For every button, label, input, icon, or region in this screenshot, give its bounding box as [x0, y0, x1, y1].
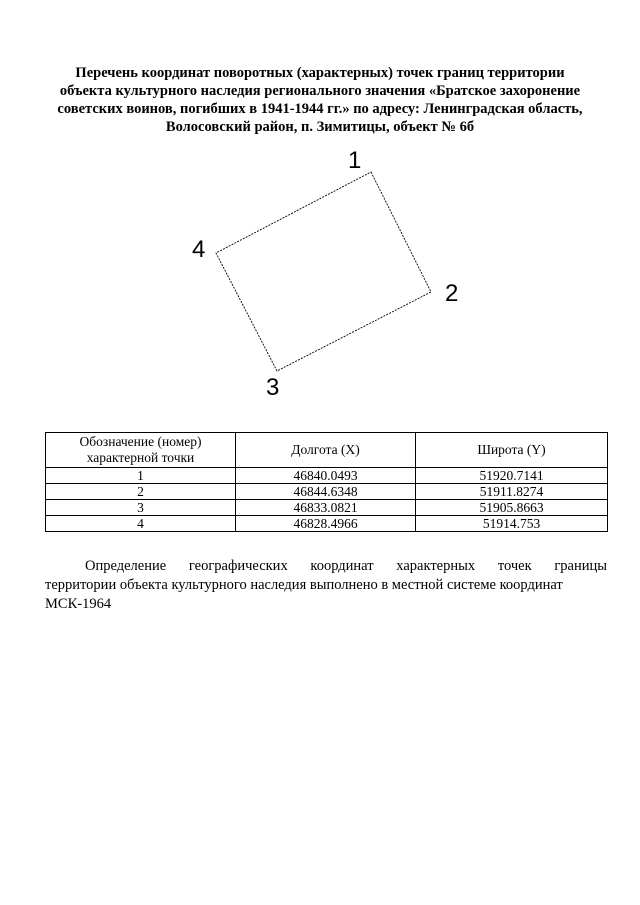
title-line: Перечень координат поворотных (характерных) точек границ территории — [75, 65, 565, 81]
table-row — [46, 500, 608, 516]
title-line: советских воинов, погибших в 1941-1944 гг.» по адресу: Ленинградская область, — [57, 101, 583, 117]
note-line: территории объекта культурного наследия выполнено в местной системе координат — [45, 577, 563, 593]
header-longitude: Долгота (X) — [236, 433, 416, 468]
title-line: Волосовский район, п. Зимитицы, объект № 6б — [165, 119, 475, 135]
header-latitude: Широта (Y) — [416, 433, 608, 468]
longitude-value: 46833.0821 — [236, 500, 416, 516]
latitude-value: 51914.753 — [416, 516, 608, 532]
point-label-2: 2 — [445, 280, 459, 307]
header-point: Обозначение (номер) характерной точки — [46, 433, 236, 468]
longitude-value: 46828.4966 — [236, 516, 416, 532]
table-row — [46, 516, 608, 532]
point-number: 4 — [46, 516, 236, 532]
table-row — [46, 484, 608, 500]
note-line: Определение географических координат характерных точек границы — [85, 558, 607, 574]
coordinates-table — [45, 432, 608, 532]
latitude-value: 51911.8274 — [416, 484, 608, 500]
point-label-4: 4 — [192, 236, 206, 263]
boundary-polygon — [216, 172, 431, 371]
point-number: 3 — [46, 500, 236, 516]
table-row — [46, 468, 608, 484]
point-number: 1 — [46, 468, 236, 484]
table-header-row — [46, 433, 608, 468]
latitude-value: 51905.8663 — [416, 500, 608, 516]
point-label-1: 1 — [348, 147, 362, 174]
point-number: 2 — [46, 484, 236, 500]
latitude-value: 51920.7141 — [416, 468, 608, 484]
note-line: МСК-1964 — [45, 596, 112, 612]
longitude-value: 46840.0493 — [236, 468, 416, 484]
boundary-diagram — [0, 0, 640, 420]
longitude-value: 46844.6348 — [236, 484, 416, 500]
point-label-3: 3 — [266, 374, 280, 401]
coordinate-system-note — [45, 557, 607, 614]
title-line: объекта культурного наследия регионального значения «Братское захоронение — [59, 83, 581, 99]
